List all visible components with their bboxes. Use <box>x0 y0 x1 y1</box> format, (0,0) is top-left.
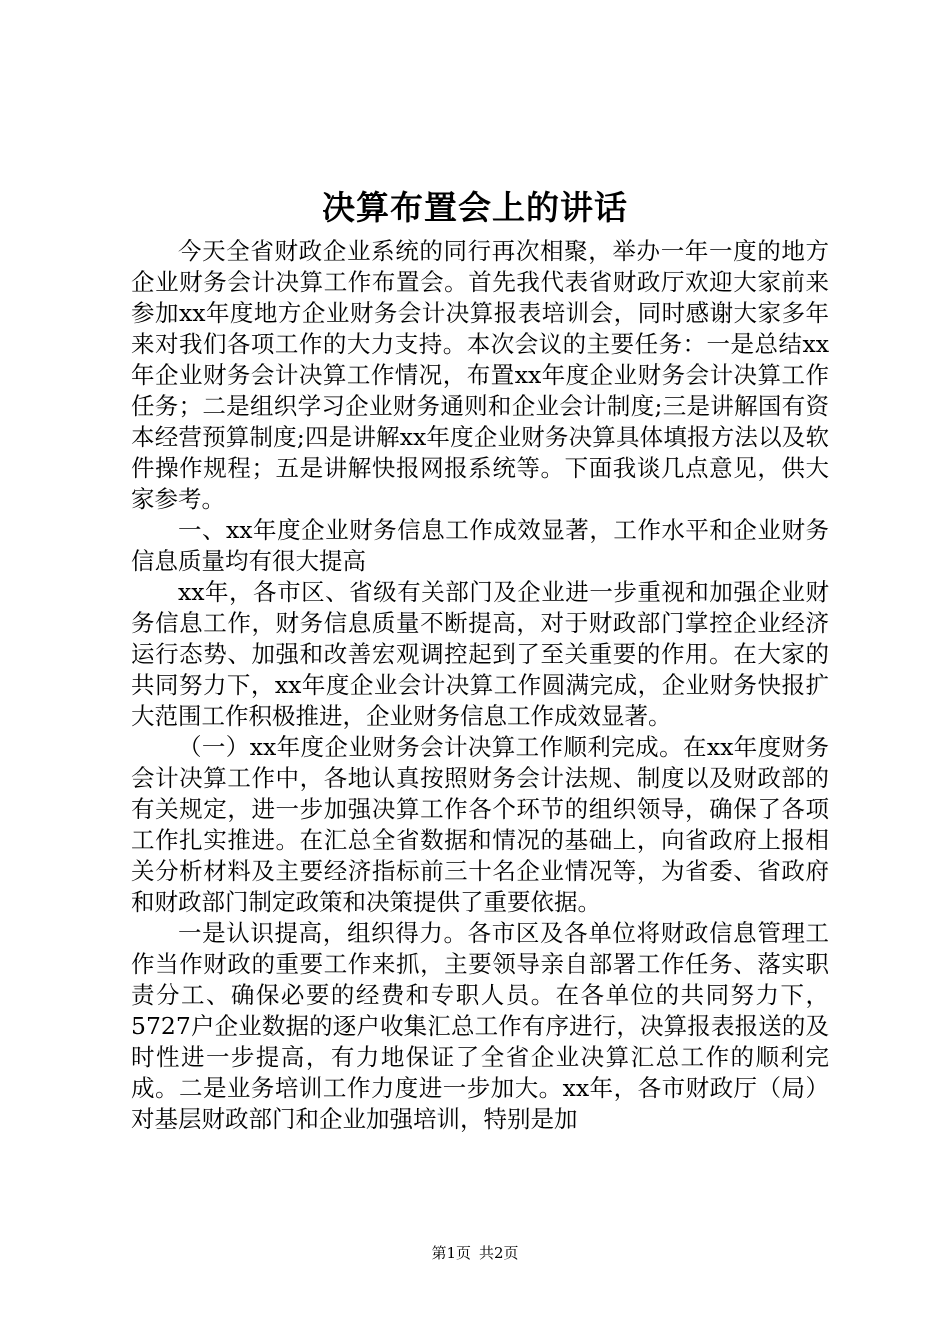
section-heading: 一、xx年度企业财务信息工作成效显著，工作水平和企业财务信息质量均有很大提高 <box>131 516 829 575</box>
paragraph: 一是认识提高，组织得力。各市区及各单位将财政信息管理工作当作财政的重要工作来抓，主要领导亲自部署工作任务、落实职责分工、确保必要的经费和专职人员。在各单位的共同努力下，5727户企业数据的逐户收集汇总工作有序进行，决算报表报送的及时性进一步提高，有力地保证了全省企业决算汇总工作的顺利完成。二是业务培训工作力度进一步加大。xx年，各市财政厅（局）对基层财政部门和企业加强培训，特别是加 <box>131 919 829 1133</box>
page-number: 第1页 <box>431 1244 471 1262</box>
paragraph: （一）xx年度企业财务会计决算工作顺利完成。在xx年度财务会计决算工作中，各地认真按照财务会计法规、制度以及财政部的有关规定，进一步加强决算工作各个环节的组织领导，确保了各项工作扎实推进。在汇总全省数据和情况的基础上，向省政府上报相关分析材料及主要经济指标前三十名企业情况等，为省委、省政府和财政部门制定政策和决策提供了重要依据。 <box>131 733 829 916</box>
page-footer <box>0 1243 950 1263</box>
document-title: 决算布置会上的讲话 <box>322 188 628 227</box>
paragraph: xx年，各市区、省级有关部门及企业进一步重视和加强企业财务信息工作，财务信息质量不断提高，对于财政部门掌控企业经济运行态势、加强和改善宏观调控起到了至关重要的作用。在大家的共同努力下，xx年度企业会计决算工作圆满完成，企业财务快报扩大范围工作积极推进，企业财务信息工作成效显著。 <box>131 578 829 730</box>
paragraph: 今天全省财政企业系统的同行再次相聚，举办一年一度的地方企业财务会计决算工作布置会。首先我代表省财政厅欢迎大家前来参加xx年度地方企业财务会计决算报表培训会，同时感谢大家多年来对我们各项工作的大力支持。本次会议的主要任务：一是总结xx年企业财务会计决算工作情况，布置xx年度企业财务会计决算工作任务；二是组织学习企业财务通则和企业会计制度;三是讲解国有资本经营预算制度;四是讲解xx年度企业财务决算具体填报方法以及软件操作规程；五是讲解快报网报系统等。下面我谈几点意见，供大家参考。 <box>131 237 829 513</box>
document-body <box>131 236 829 1135</box>
page-total: 共2页 <box>479 1244 519 1262</box>
